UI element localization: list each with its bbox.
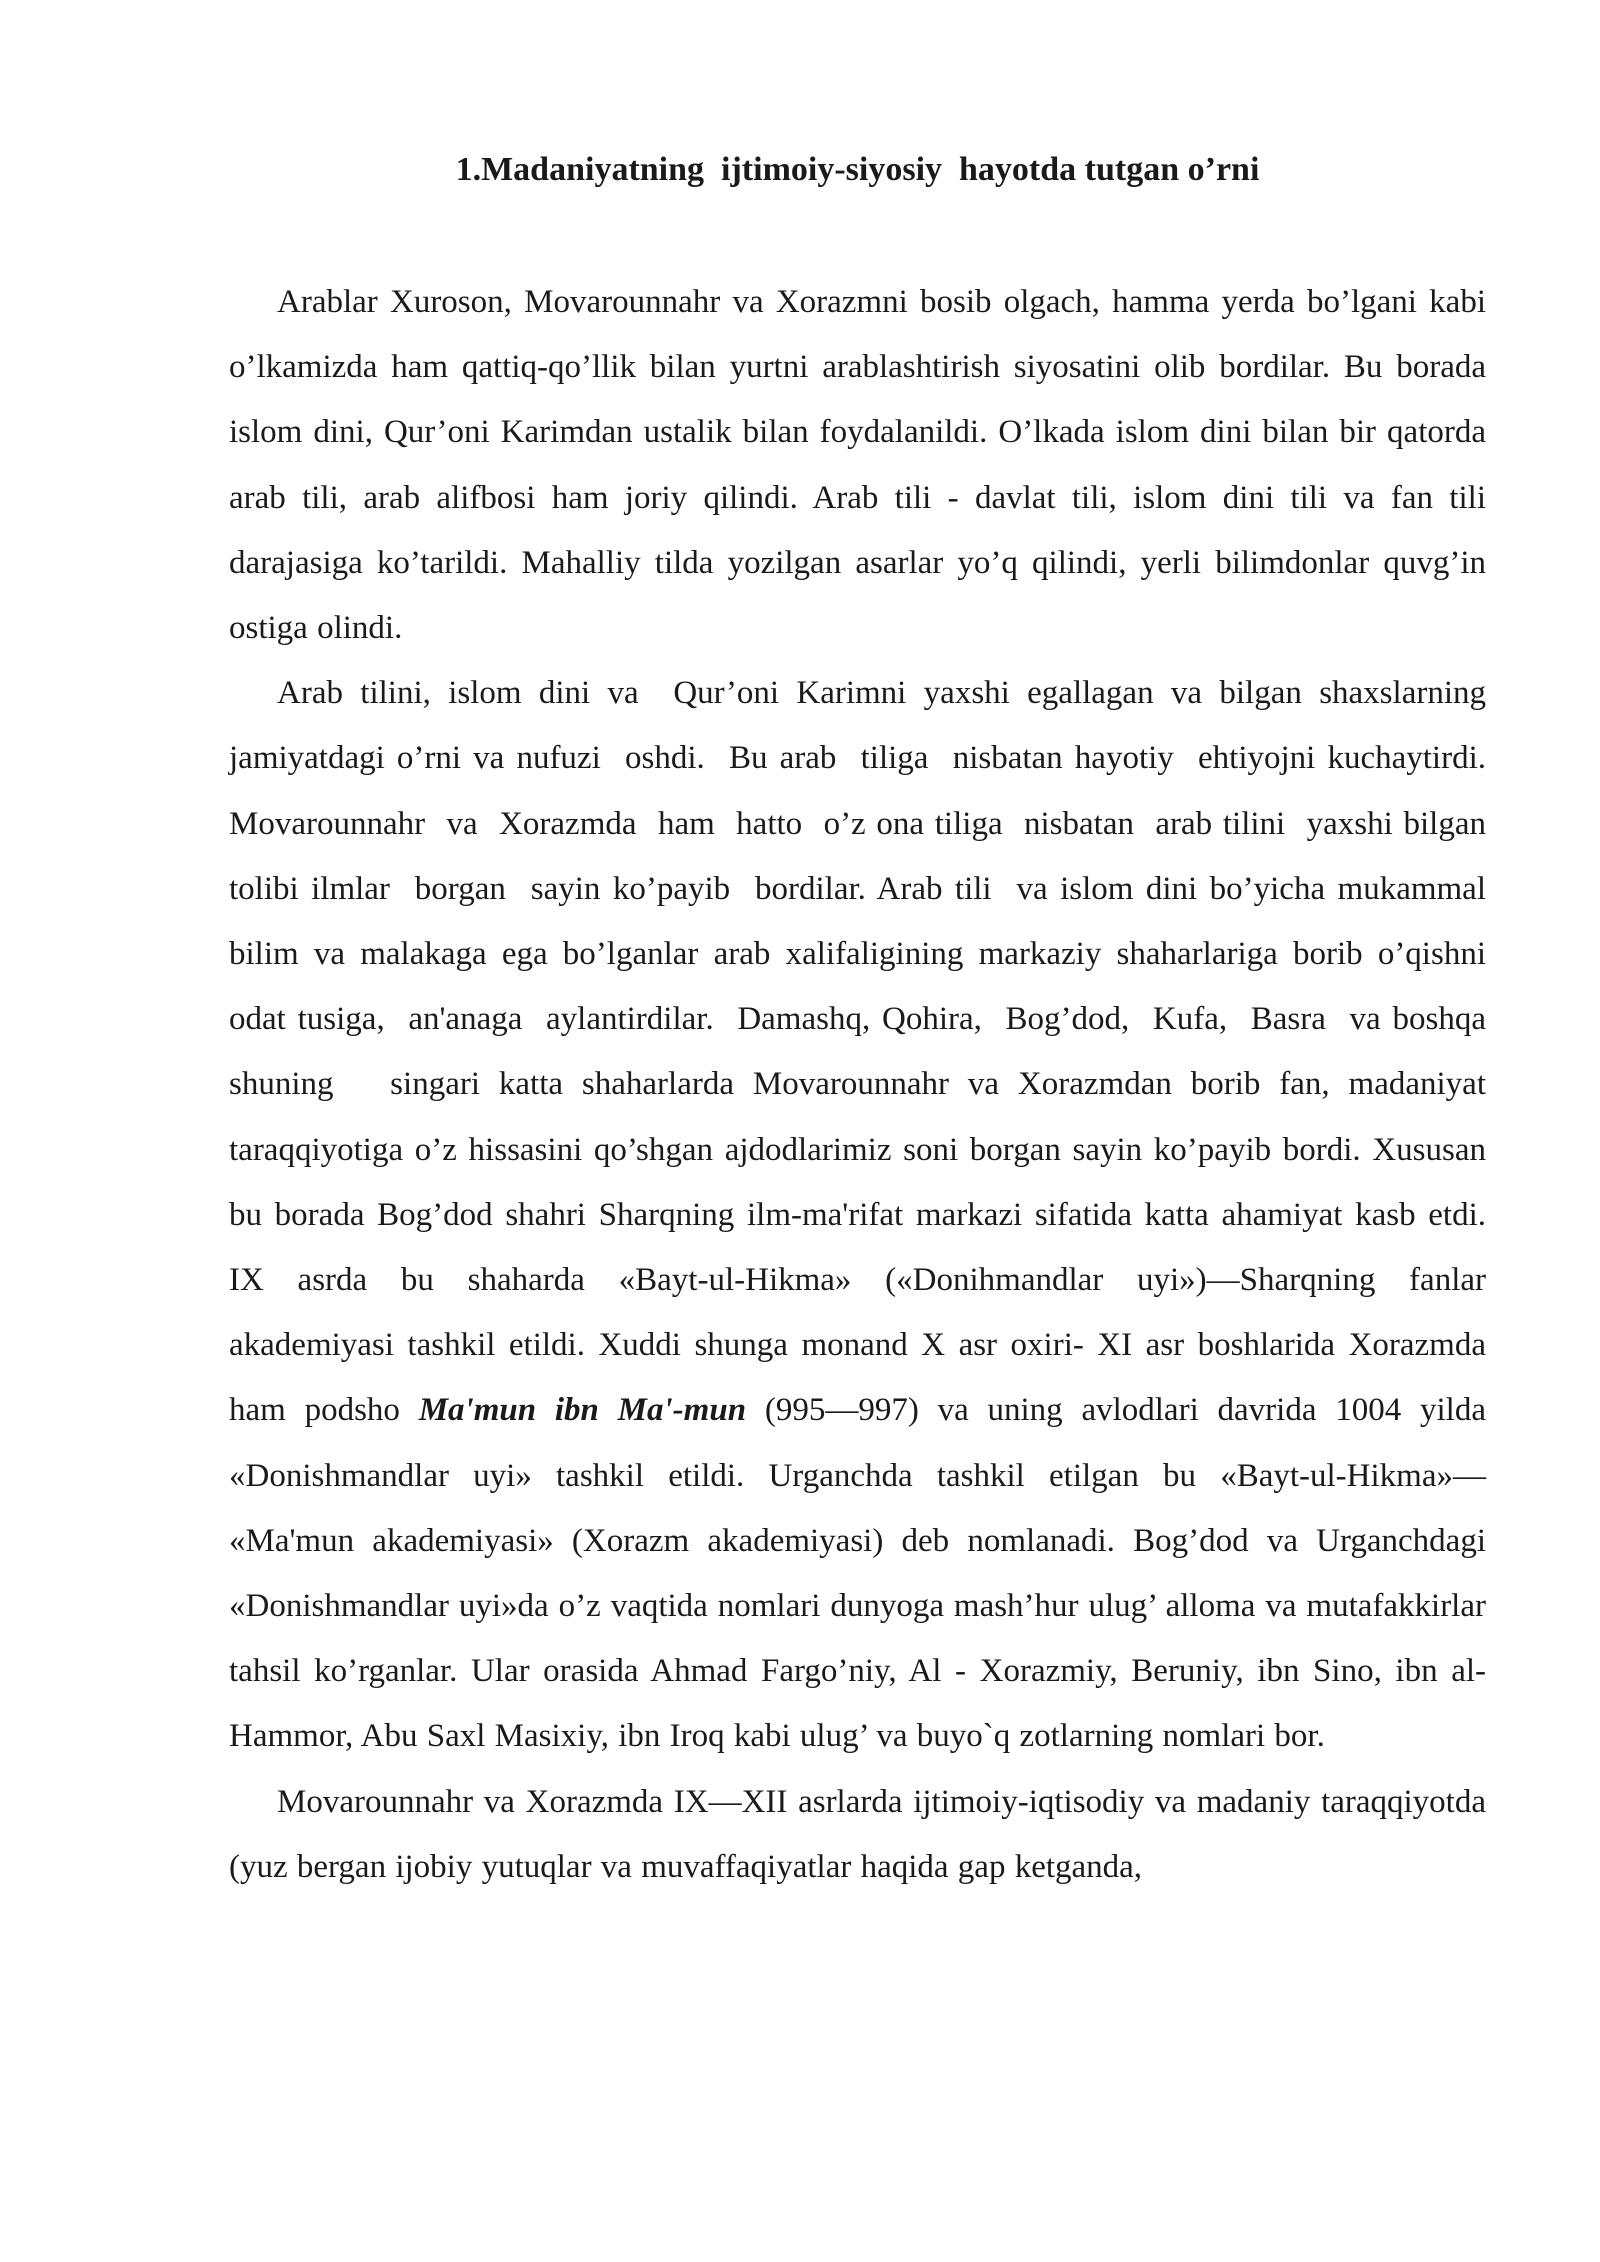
document-page	[229, 148, 1514, 1900]
paragraph-1: Arablar Xuroson, Movarounnahr va Xorazmni bosib olgach, hamma yerda bo’lgani kabi o’lkamizda ham qattiq-qo’llik bilan yurtni arablashtirish siyosatini olib bordilar. Bu borada islom dini, Qur’oni Karimdan ustalik bilan foydalanildi. O’lkada islom dini bilan bir qatorda arab tili, arab alifbosi ham joriy qilindi. Arab tili - davlat tili, islom dini tili va fan tili darajasiga ko’tarildi. Mahalliy tilda yozilgan asarlar yo’q qilindi, yerli bilimdonlar quvg’in ostiga olindi.	[229, 284, 1496, 647]
paragraph-2-text-part-2: (995—997) va uning avlodlari davrida 1004 yilda «Donishmandlar uyi» tashkil etildi. Urganchda tashkil etilgan bu «Bayt-ul-Hikma»— «Ma'mun akademiyasi» (Xorazm akademiyasi) deb nomlanadi. Bog’dod va Urganchdagi «Donishmandlar uyi»da o’z vaqtida nomlari dunyoga mash’hur ulug’ alloma va mutafakkirlar tahsil ko’rganlar. Ular orasida Ahmad Fargo’niy, Al - Xorazmiy, Beruniy, ibn Sino, ibn al-Hammor, Abu Saxl Masixiy, ibn Iroq kabi ulug’ va buyo`q zotlarning nomlari bor.	[229, 1392, 1505, 1755]
emphasis-name: Ma'mun ibn Ma'-mun	[418, 1392, 747, 1429]
paragraph-2	[229, 661, 1514, 1769]
paragraph-2-text-part-1: Arab tilini, islom dini va Qur’oni Karimni yaxshi egallagan va bilgan shaxslarning jamiyatdagi o’rni va nufuzi oshdi. Bu arab tiliga nisbatan hayotiy ehtiyojni kuchaytirdi. Movarounnahr va Xorazmda ham hatto o’z ona tiliga nisbatan arab tilini yaxshi bilgan tolibi ilmlar borgan sayin ko’payib bordilar. Arab tili va islom dini bo’yicha mukammal bilim va malakaga ega bo’lganlar arab xalifaligining markaziy shaharlariga borib o’qishni odat tusiga, an'anaga aylantirdilar. Damashq, Qohira, Bog’dod, Kufa, Basra va boshqa shuning singari katta shaharlarda Movarounnahr va Xorazmdan borib fan, madaniyat taraqqiyotiga o’z hissasini qo’shgan ajdodlarimiz soni borgan sayin ko’payib bordi. Xususan bu borada Bog’dod shahri Sharqning ilm-ma'rifat markazi sifatida katta ahamiyat kasb etdi. IX asrda bu shaharda «Bayt-ul-Hikma» («Donihmandlar uyi»)—Sharqning fanlar akademiyasi tashkil etildi. Xuddi shunga monand X asr oxiri- XI asr boshlarida Xorazmda ham podsho	[229, 675, 1514, 1429]
document-title: 1.Madaniyatning ijtimoiy-siyosiy hayotda tutgan o’rni	[455, 151, 1260, 188]
paragraph-3: Movarounnahr va Xorazmda IX—XII asrlarda ijtimoiy-iqtisodiy va madaniy taraqqiyotda (yuz bergan ijobiy yutuqlar va muvaffaqiyatlar haqida gap ketganda,	[229, 1783, 1496, 1885]
